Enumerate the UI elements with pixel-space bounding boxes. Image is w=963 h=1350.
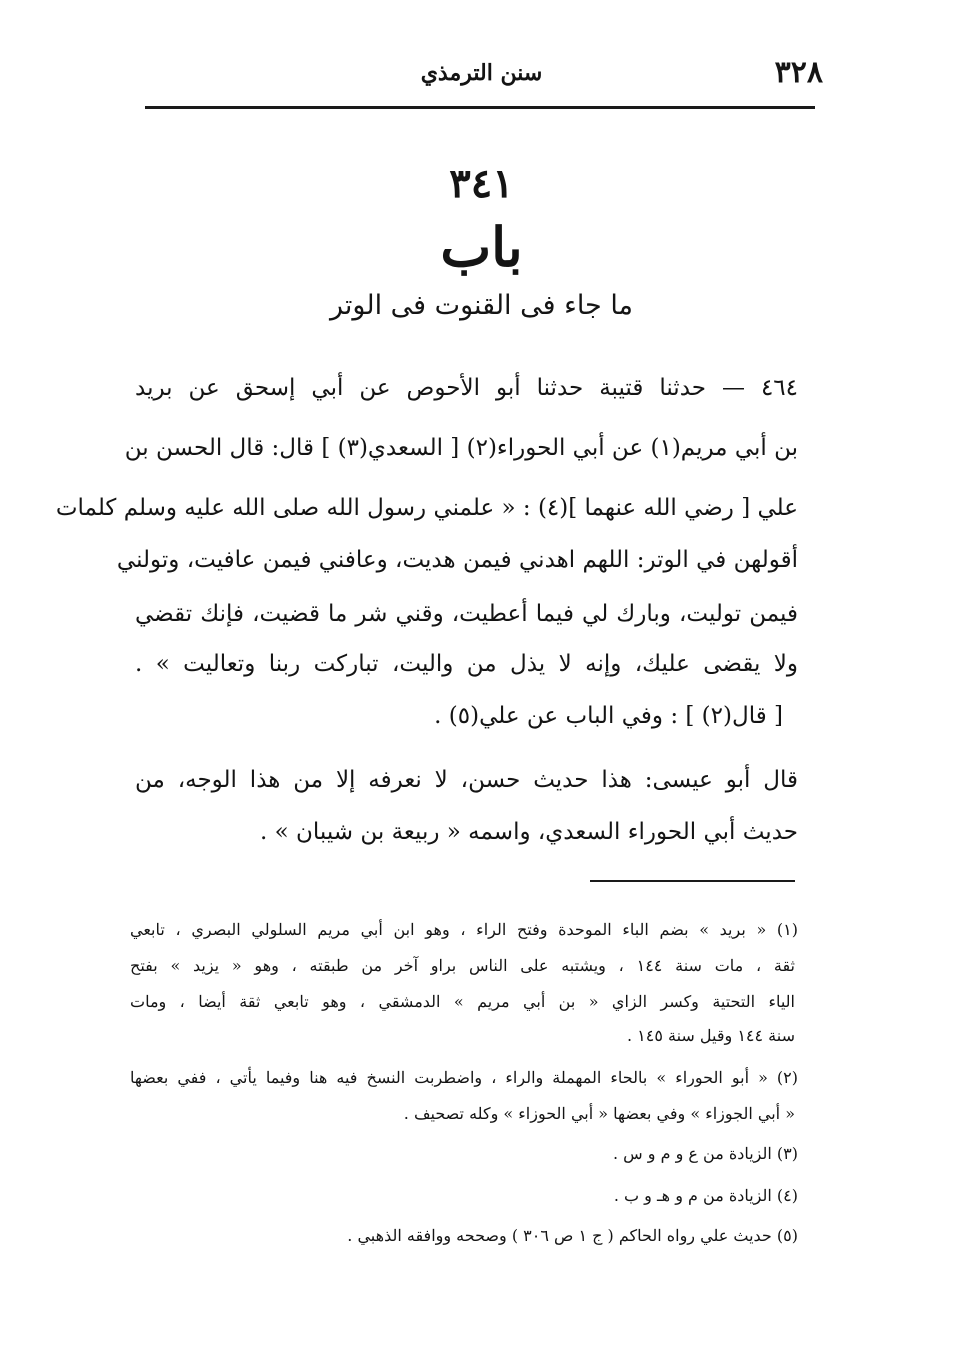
chapter-heading: باب: [440, 215, 523, 279]
footnote-line: « أبي الجوزاء » وفي بعضها « أبي الحوزاء » وكله تصحيف .: [403, 1104, 795, 1123]
hadith-line: [ قال(٢) ] : وفي الباب عن علي(٥) .: [434, 703, 783, 729]
running-title: سنن الترمذي: [420, 60, 543, 86]
footnote-line: الياء التحتية وكسر الزاي « بن أبي مريم » الدمشقي ، وهو تابعي ثقة أيضا ، ومات: [130, 992, 795, 1011]
header-rule: [145, 106, 815, 109]
commentary-line: قال أبو عيسى: هذا حديث حسن، لا نعرفه إلا من هذا الوجه، من: [135, 767, 798, 793]
footnote-rule: [590, 880, 795, 882]
chapter-subtitle: ما جاء فى القنوت فى الوتر: [329, 290, 634, 321]
footnote-line: (١) « بريد » بضم الباء الموحدة وفتح الراء ، وهو ابن أبي مريم السلولي البصري ، تابعي: [130, 920, 798, 939]
hadith-line: علي [ رضي الله عنهما ](٤) : « علمني رسول الله صلى الله عليه وسلم كلمات: [55, 495, 798, 521]
footnote-line: سنة ١٤٤ وقيل سنة ١٤٥ .: [626, 1026, 795, 1045]
footnote-line: (٥) حديث علي رواه الحاكم ( ج ١ ص ٣٠٦ ) وصححه ووافقه الذهبي .: [347, 1226, 798, 1245]
footnote-line: (٣) الزيادة من ع و م و س .: [612, 1144, 798, 1163]
commentary-line: حديث أبي الحوراء السعدي، واسمه « ربيعة بن شيبان » .: [260, 819, 798, 845]
hadith-line: أقولهن في الوتر: اللهم اهدني فيمن هديت، وعافني فيمن عافيت، وتولني: [116, 547, 798, 573]
hadith-line: بن أبي مريم(١) عن أبي الحوراء(٢) [ السعدي(٣) ] قال: قال الحسن بن: [124, 435, 798, 461]
page-number: ٣٢٨: [774, 55, 823, 90]
hadith-line: ٤٦٤ — حدثنا قتيبة حدثنا أبو الأحوص عن أبي إسحق عن بريد: [135, 375, 798, 401]
hadith-line: فيمن توليت، وبارك لي فيما أعطيت، وقني شر ما قضيت، فإنك تقضي: [135, 601, 798, 627]
footnote-line: ثقة ، مات سنة ١٤٤ ، ويشتبه على الناس براو آخر من طبقته ، وهو « يزيد » بفتح: [130, 956, 796, 975]
footnote-line: (٤) الزيادة من م و هـ و ب .: [613, 1186, 798, 1205]
footnote-line: (٢) « أبو الحوراء » بالحاء المهملة والراء ، واضطربت النسخ فيه هنا وفيما يأتي ، ففي بعضها: [130, 1068, 798, 1087]
chapter-number: ٣٤١: [449, 160, 514, 207]
hadith-line: ولا يقضى عليك، وإنه لا يذل من واليت، تباركت ربنا وتعاليت » .: [135, 651, 798, 677]
